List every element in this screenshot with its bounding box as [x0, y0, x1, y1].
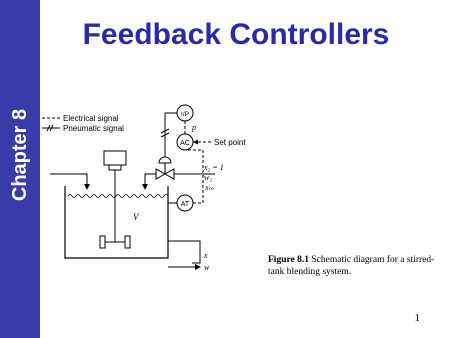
valve-actuator [159, 157, 171, 163]
pneumatic-signal-line [165, 113, 177, 157]
control-valve-right [165, 169, 174, 179]
inlet-1-pipe [50, 174, 87, 188]
page-number: 1 [414, 312, 420, 324]
controller-output-label: p [192, 123, 196, 132]
control-valve-left [156, 169, 165, 179]
inlet-2-composition: x₂ = 1 [204, 163, 224, 172]
outlet-composition: x [204, 251, 208, 260]
liquid-surface [68, 195, 168, 198]
set-point-label: Set point [214, 138, 246, 147]
inlet-1-arrow [84, 184, 90, 190]
outlet-stream [168, 241, 210, 272]
analyzer-transmitter [168, 195, 193, 211]
ip-label: I/P [181, 111, 189, 118]
legend-pneumatic-label: Pneumatic signal [63, 124, 124, 133]
inlet-2-arrow [142, 184, 148, 190]
ip-transducer [161, 105, 196, 157]
outlet-flow: w [204, 263, 210, 272]
chapter-label: Chapter 8 [9, 108, 31, 202]
slide-title: Feedback Controllers [82, 18, 390, 51]
tank [65, 186, 168, 258]
caption-text: Schematic diagram for a stirred-tank blending system. [268, 255, 435, 277]
set-point-arrow [193, 140, 198, 145]
caption-figure-label: Figure 8.1 [268, 255, 309, 265]
analyzer-controller [177, 134, 246, 150]
tank-volume-label: V [133, 212, 139, 222]
figure-caption [268, 254, 440, 278]
agitator [100, 151, 130, 248]
motor [104, 151, 126, 165]
ac-label: AC [180, 140, 190, 147]
impeller-blade [100, 236, 105, 248]
at-label: AT [180, 201, 190, 208]
xm-label: xₘ [205, 183, 214, 192]
outlet-pipe [168, 241, 200, 263]
inlet-stream-1 [50, 174, 90, 190]
motor-coupling [109, 165, 121, 170]
legend [42, 114, 124, 133]
outlet-arrow [195, 264, 201, 270]
legend-electrical-label: Electrical signal [63, 114, 119, 123]
impeller-blade [125, 236, 130, 248]
inlet-2-flow: w₂ [204, 173, 213, 182]
